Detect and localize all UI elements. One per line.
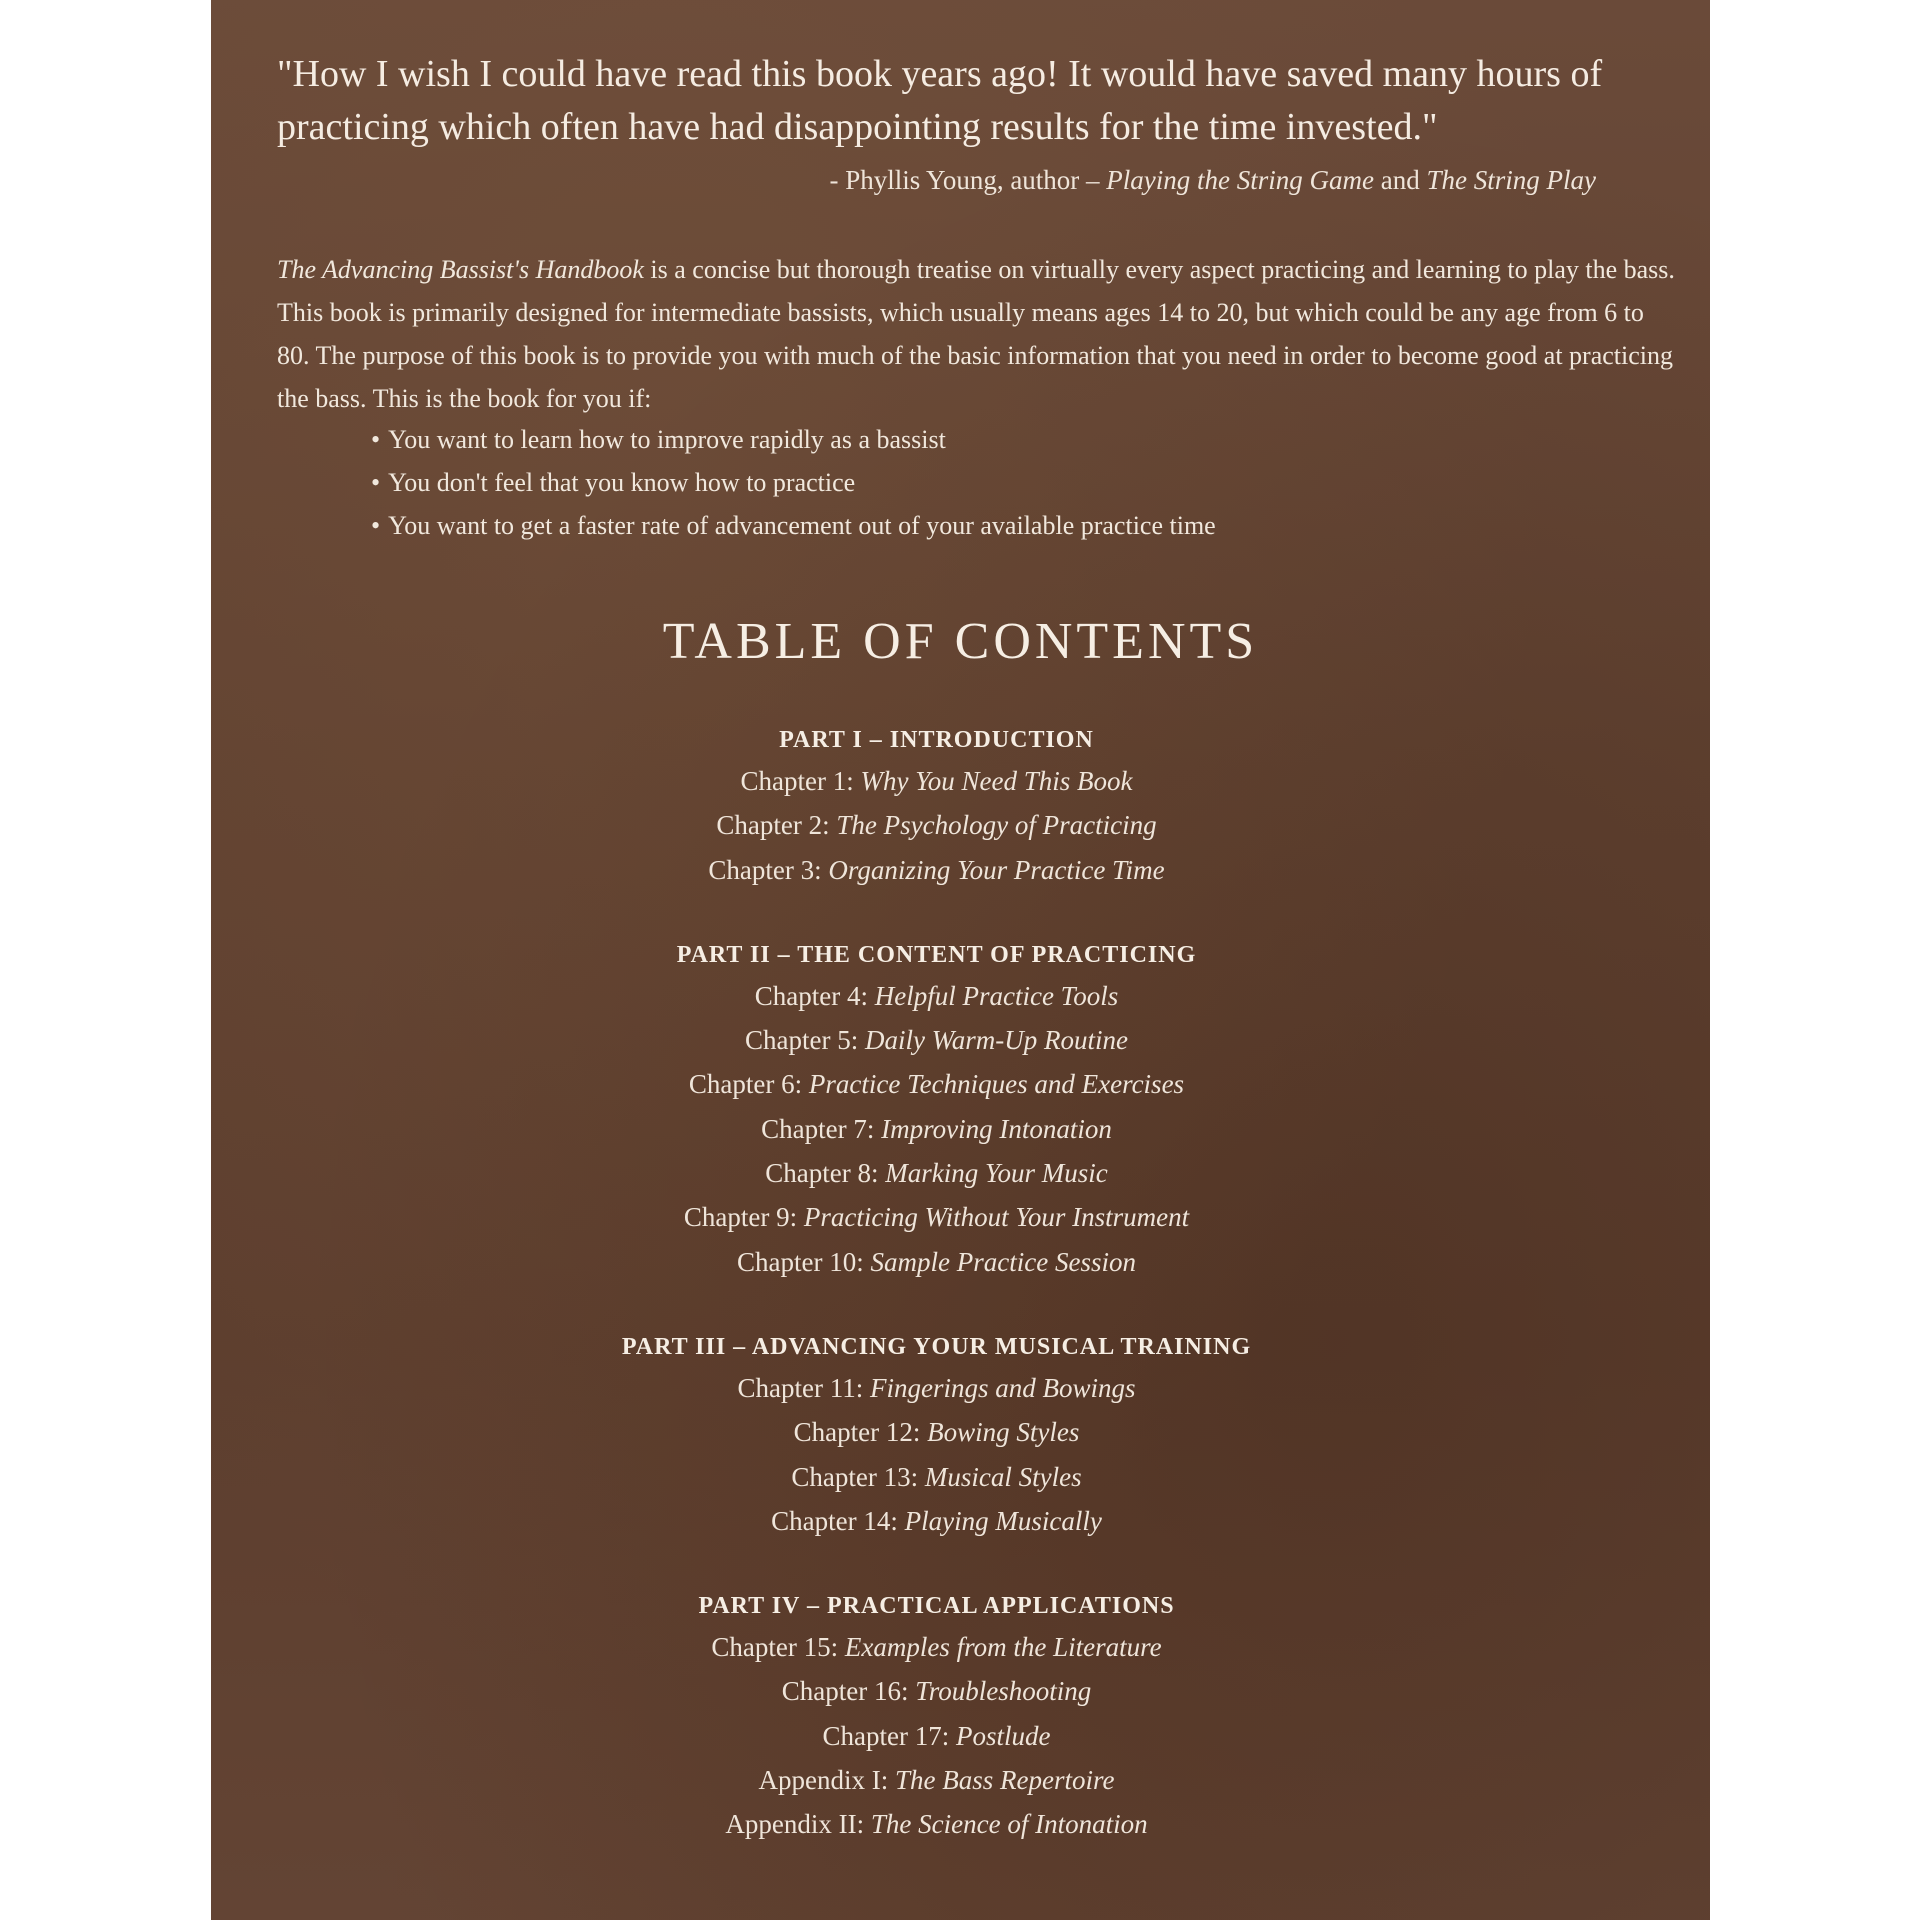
chapter-entry <box>211 1195 1662 1239</box>
bullet-item: • You want to get a faster rate of advancement out of your available practice time <box>371 504 1216 547</box>
table-of-contents <box>211 722 1662 1847</box>
chapter-label: Chapter 3: <box>708 854 829 885</box>
attribution-work-1: Playing the String Game <box>1106 165 1375 195</box>
chapter-entry <box>211 1410 1662 1454</box>
chapter-title: Musical Styles <box>924 1461 1082 1492</box>
chapter-title: Sample Practice Session <box>870 1246 1136 1277</box>
chapter-title: Improving Intonation <box>881 1113 1112 1144</box>
chapter-entry <box>211 1240 1662 1284</box>
chapter-title: Marking Your Music <box>885 1158 1108 1189</box>
chapter-entry <box>211 1625 1662 1669</box>
part-title: PART I – INTRODUCTION <box>779 727 1094 753</box>
chapter-entry <box>211 1455 1662 1499</box>
chapter-entry <box>211 1714 1662 1758</box>
chapter-title: Examples from the Literature <box>844 1632 1162 1663</box>
chapter-label: Chapter 6: <box>688 1069 809 1100</box>
chapter-title: Troubleshooting <box>915 1676 1092 1707</box>
chapter-label: Chapter 7: <box>761 1113 882 1144</box>
part-title: PART II – THE CONTENT OF PRACTICING <box>676 941 1197 968</box>
chapter-label: Chapter 13: <box>791 1461 925 1492</box>
chapter-title: Fingerings and Bowings <box>869 1372 1136 1403</box>
bullet-item: • You want to learn how to improve rapidly as a bassist <box>371 418 1216 461</box>
toc-part-2 <box>211 937 1662 1284</box>
chapter-label: Chapter 10: <box>737 1246 871 1277</box>
chapter-entry <box>211 1669 1662 1713</box>
chapter-title: The Psychology of Practicing <box>836 810 1157 841</box>
chapter-entry <box>211 759 1662 803</box>
attribution-author: - Phyllis Young, author – <box>829 165 1107 195</box>
description-text: is a concise but thorough treatise on virtually every aspect practicing and learning to play the bass. This book is primarily designed for intermediate bassists, which usually means ages 14 to 20, but which could be any age from 6 to 80. The purpose of this book is to provide you with much of the basic information that you need in order to become good at practicing the bass. This is the book for you if: <box>277 255 1675 413</box>
chapter-label: Chapter 12: <box>793 1417 928 1448</box>
chapter-label: Chapter 1: <box>740 766 861 796</box>
attribution-work-2: The String Play <box>1426 165 1596 195</box>
book-title: The Advancing Bassist's Handbook <box>277 255 644 284</box>
chapter-title: Practicing Without Your Instrument <box>803 1202 1190 1233</box>
chapter-label: Chapter 14: <box>771 1505 905 1536</box>
chapter-title: Helpful Practice Tools <box>874 980 1119 1011</box>
bullet-item: • You don't feel that you know how to practice <box>371 461 1216 504</box>
chapter-title: Bowing Styles <box>927 1417 1080 1448</box>
chapter-label: Chapter 16: <box>781 1676 916 1707</box>
attribution-conjunction: and <box>1374 165 1427 195</box>
chapter-entry <box>211 1018 1662 1062</box>
chapter-entry <box>211 1802 1662 1846</box>
chapter-entry <box>211 1366 1662 1410</box>
toc-part-4 <box>211 1588 1662 1846</box>
chapter-label: Chapter 11: <box>737 1372 870 1403</box>
chapter-label: Chapter 4: <box>754 980 875 1011</box>
chapter-label: Chapter 2: <box>716 810 837 841</box>
chapter-title: Organizing Your Practice Time <box>828 854 1165 885</box>
testimonial-attribution <box>830 165 1597 196</box>
chapter-entry <box>211 1107 1662 1151</box>
chapter-label: Chapter 9: <box>683 1202 804 1233</box>
toc-part-3 <box>211 1329 1662 1543</box>
chapter-title: The Bass Repertoire <box>895 1765 1115 1796</box>
book-back-cover <box>211 0 1710 1920</box>
chapter-entry <box>211 1151 1662 1195</box>
chapter-entry <box>211 1499 1662 1543</box>
part-title: PART III – ADVANCING YOUR MUSICAL TRAINING <box>621 1333 1252 1360</box>
chapter-title: Daily Warm-Up Routine <box>865 1025 1128 1056</box>
audience-bullet-list <box>371 418 1216 547</box>
chapter-entry <box>211 1758 1662 1802</box>
testimonial-quote: "How I wish I could have read this book years ago! It would have saved many hours of practicing which often have had disappointing results for the time invested." <box>277 53 1603 148</box>
chapter-title: Practice Techniques and Exercises <box>808 1069 1185 1100</box>
part-title: PART IV – PRACTICAL APPLICATIONS <box>698 1593 1175 1620</box>
chapter-label: Chapter 5: <box>745 1025 865 1056</box>
chapter-title: Playing Musically <box>904 1505 1102 1536</box>
chapter-entry <box>211 848 1662 892</box>
toc-part-1 <box>211 722 1662 892</box>
toc-heading: TABLE OF CONTENTS <box>662 613 1259 670</box>
chapter-entry <box>211 974 1662 1018</box>
chapter-title: Why You Need This Book <box>860 766 1133 796</box>
chapter-title: The Science of Intonation <box>870 1809 1148 1840</box>
chapter-entry <box>211 1062 1662 1106</box>
chapter-label: Appendix I: <box>758 1765 895 1796</box>
chapter-label: Chapter 15: <box>711 1632 845 1663</box>
chapter-label: Chapter 17: <box>822 1720 956 1751</box>
chapter-label: Chapter 8: <box>765 1158 886 1189</box>
book-description <box>277 248 1677 420</box>
chapter-label: Appendix II: <box>725 1809 871 1840</box>
chapter-entry <box>211 803 1662 847</box>
chapter-title: Postlude <box>955 1720 1051 1751</box>
